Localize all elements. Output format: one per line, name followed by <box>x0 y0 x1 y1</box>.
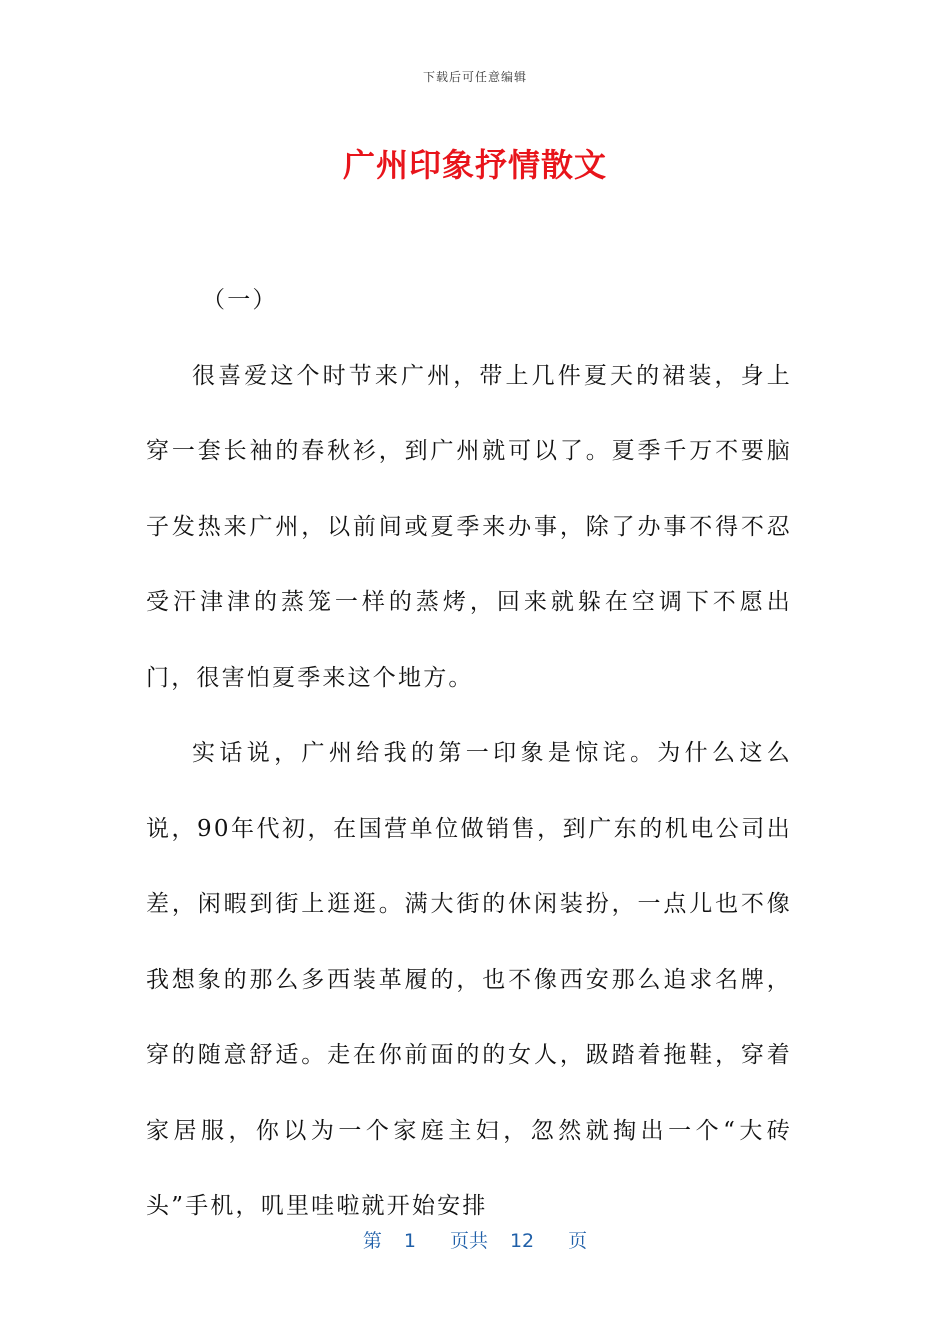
footer-page-number: 1 <box>403 1230 416 1252</box>
header-note: 下载后可任意编辑 <box>422 70 527 84</box>
footer-total-pages: 12 <box>509 1230 535 1252</box>
paragraph: 实话说，广州给我的第一印象是惊诧。为什么这么说，90年代初，在国营单位做销售，到广东的机电公司出差，闲暇到街上逛逛。满大街的休闲装扮，一点儿也不像我想象的那么多西装革履的，也不像西安那么追求名牌，穿的随意舒适。走在你前面的的女人，趿踏着拖鞋，穿着家居服，你以为一个家庭主妇，忽然就掏出一个“大砖头”手机，叽里哇啦就开始安排 <box>146 740 792 1219</box>
page-footer <box>0 1226 950 1253</box>
footer-prefix: 第 <box>362 1230 382 1252</box>
document-title: 广州印象抒情散文 <box>342 146 607 184</box>
document-body <box>146 263 792 1245</box>
section-heading: （一） <box>202 287 278 313</box>
footer-suffix: 页 <box>568 1230 588 1252</box>
footer-middle: 页共 <box>449 1230 488 1252</box>
paragraph: 很喜爱这个时节来广州，带上几件夏天的裙装，身上穿一套长袖的春秋衫，到广州就可以了。夏季千万不要脑子发热来广州，以前间或夏季来办事，除了办事不得不忍受汗津津的蒸笼一样的蒸烤，回来就躲在空调下不愿出门，很害怕夏季来这个地方。 <box>146 362 792 691</box>
